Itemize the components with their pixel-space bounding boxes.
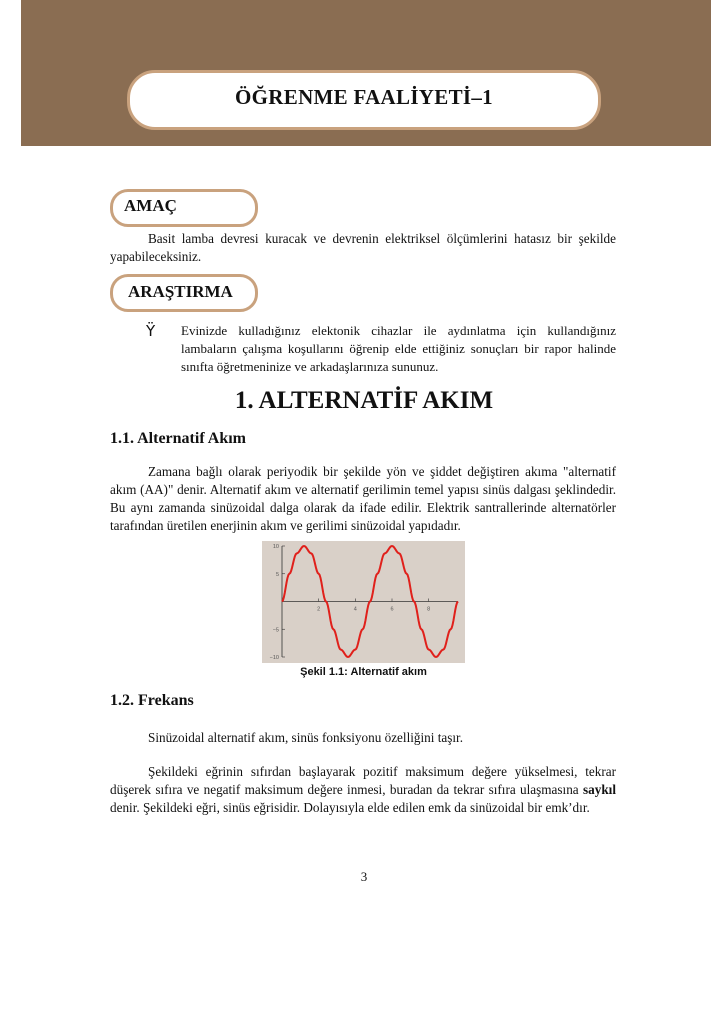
subsection-title-1-2: 1.2. Frekans xyxy=(110,692,194,709)
x-tick-label: 4 xyxy=(353,606,357,613)
subsection-text-1-2b xyxy=(110,763,616,817)
amac-label: AMAÇ xyxy=(124,196,177,215)
page-title: ÖĞRENME FAALİYETİ–1 xyxy=(235,85,493,109)
y-tick-label: 5 xyxy=(275,571,279,578)
subsection-title-1-1: 1.1. Alternatif Akım xyxy=(110,430,246,447)
arastirma-label: ARAŞTIRMA xyxy=(128,282,233,301)
page-number: 3 xyxy=(360,869,368,884)
x-tick-label: 6 xyxy=(390,606,394,613)
chart-background xyxy=(262,541,465,663)
arastirma-text: Evinizde kulladığınız elektonik cihazlar ile aydınlatma için kullandığınız lambaların çalışma koşullarını öğrenip elde ettiğiniz sonuçları bir rapor halinde sınıfta öğretmeninize ve arkadaşlarınıza sununuz. xyxy=(181,323,616,374)
x-tick-label: 2 xyxy=(317,606,321,613)
text-part: denir. Şekildeki eğri, sinüs eğrisidir. Dolayısıyla elde edilen emk da sinüzoidal bir emk’dır. xyxy=(110,800,590,815)
y-tick-label: −5 xyxy=(272,627,279,634)
subsection-text-1-1: Zamana bağlı olarak periyodik bir şekilde yön ve şiddet değiştiren akıma "alternatif akım (AA)" denir. Alternatif akım ve alternatif gerilimin temel yapısı sinüs dalgası şeklindedir. Bu aynı zamanda sinüzoidal dalga olarak da ifade edilir. Elektrik santrallerinde alternatörler tarafından üretilen enerjinin akım ve gerilimi sinüzoidal yapıdadır. xyxy=(110,464,616,533)
sine-chart-svg xyxy=(262,541,465,663)
amac-text: Basit lamba devresi kuracak ve devrenin elektriksel ölçümlerini hatasız bir şekilde yapabileceksiniz. xyxy=(110,231,616,264)
sine-chart xyxy=(262,541,465,663)
saykil-term: saykıl xyxy=(583,782,616,797)
text-part: Şekildeki eğrinin sıfırdan başlayarak pozitif maksimum değere yükselmesi, tekrar düşerek sıfıra ve negatif maksimum değere inmesi, buradan da tekrar sıfıra ulaşmasına xyxy=(110,764,616,797)
section-title: 1. ALTERNATİF AKIM xyxy=(234,387,494,414)
bullet-marker: Ÿ xyxy=(146,322,156,340)
x-tick-label: 8 xyxy=(427,606,431,613)
figure-caption: Şekil 1.1: Alternatif akım xyxy=(300,666,427,678)
y-tick-label: −10 xyxy=(269,655,279,661)
y-tick-label: 10 xyxy=(272,544,279,550)
subsection-text-1-2a: Sinüzoidal alternatif akım, sinüs fonksiyonu özelliğini taşır. xyxy=(148,730,463,745)
